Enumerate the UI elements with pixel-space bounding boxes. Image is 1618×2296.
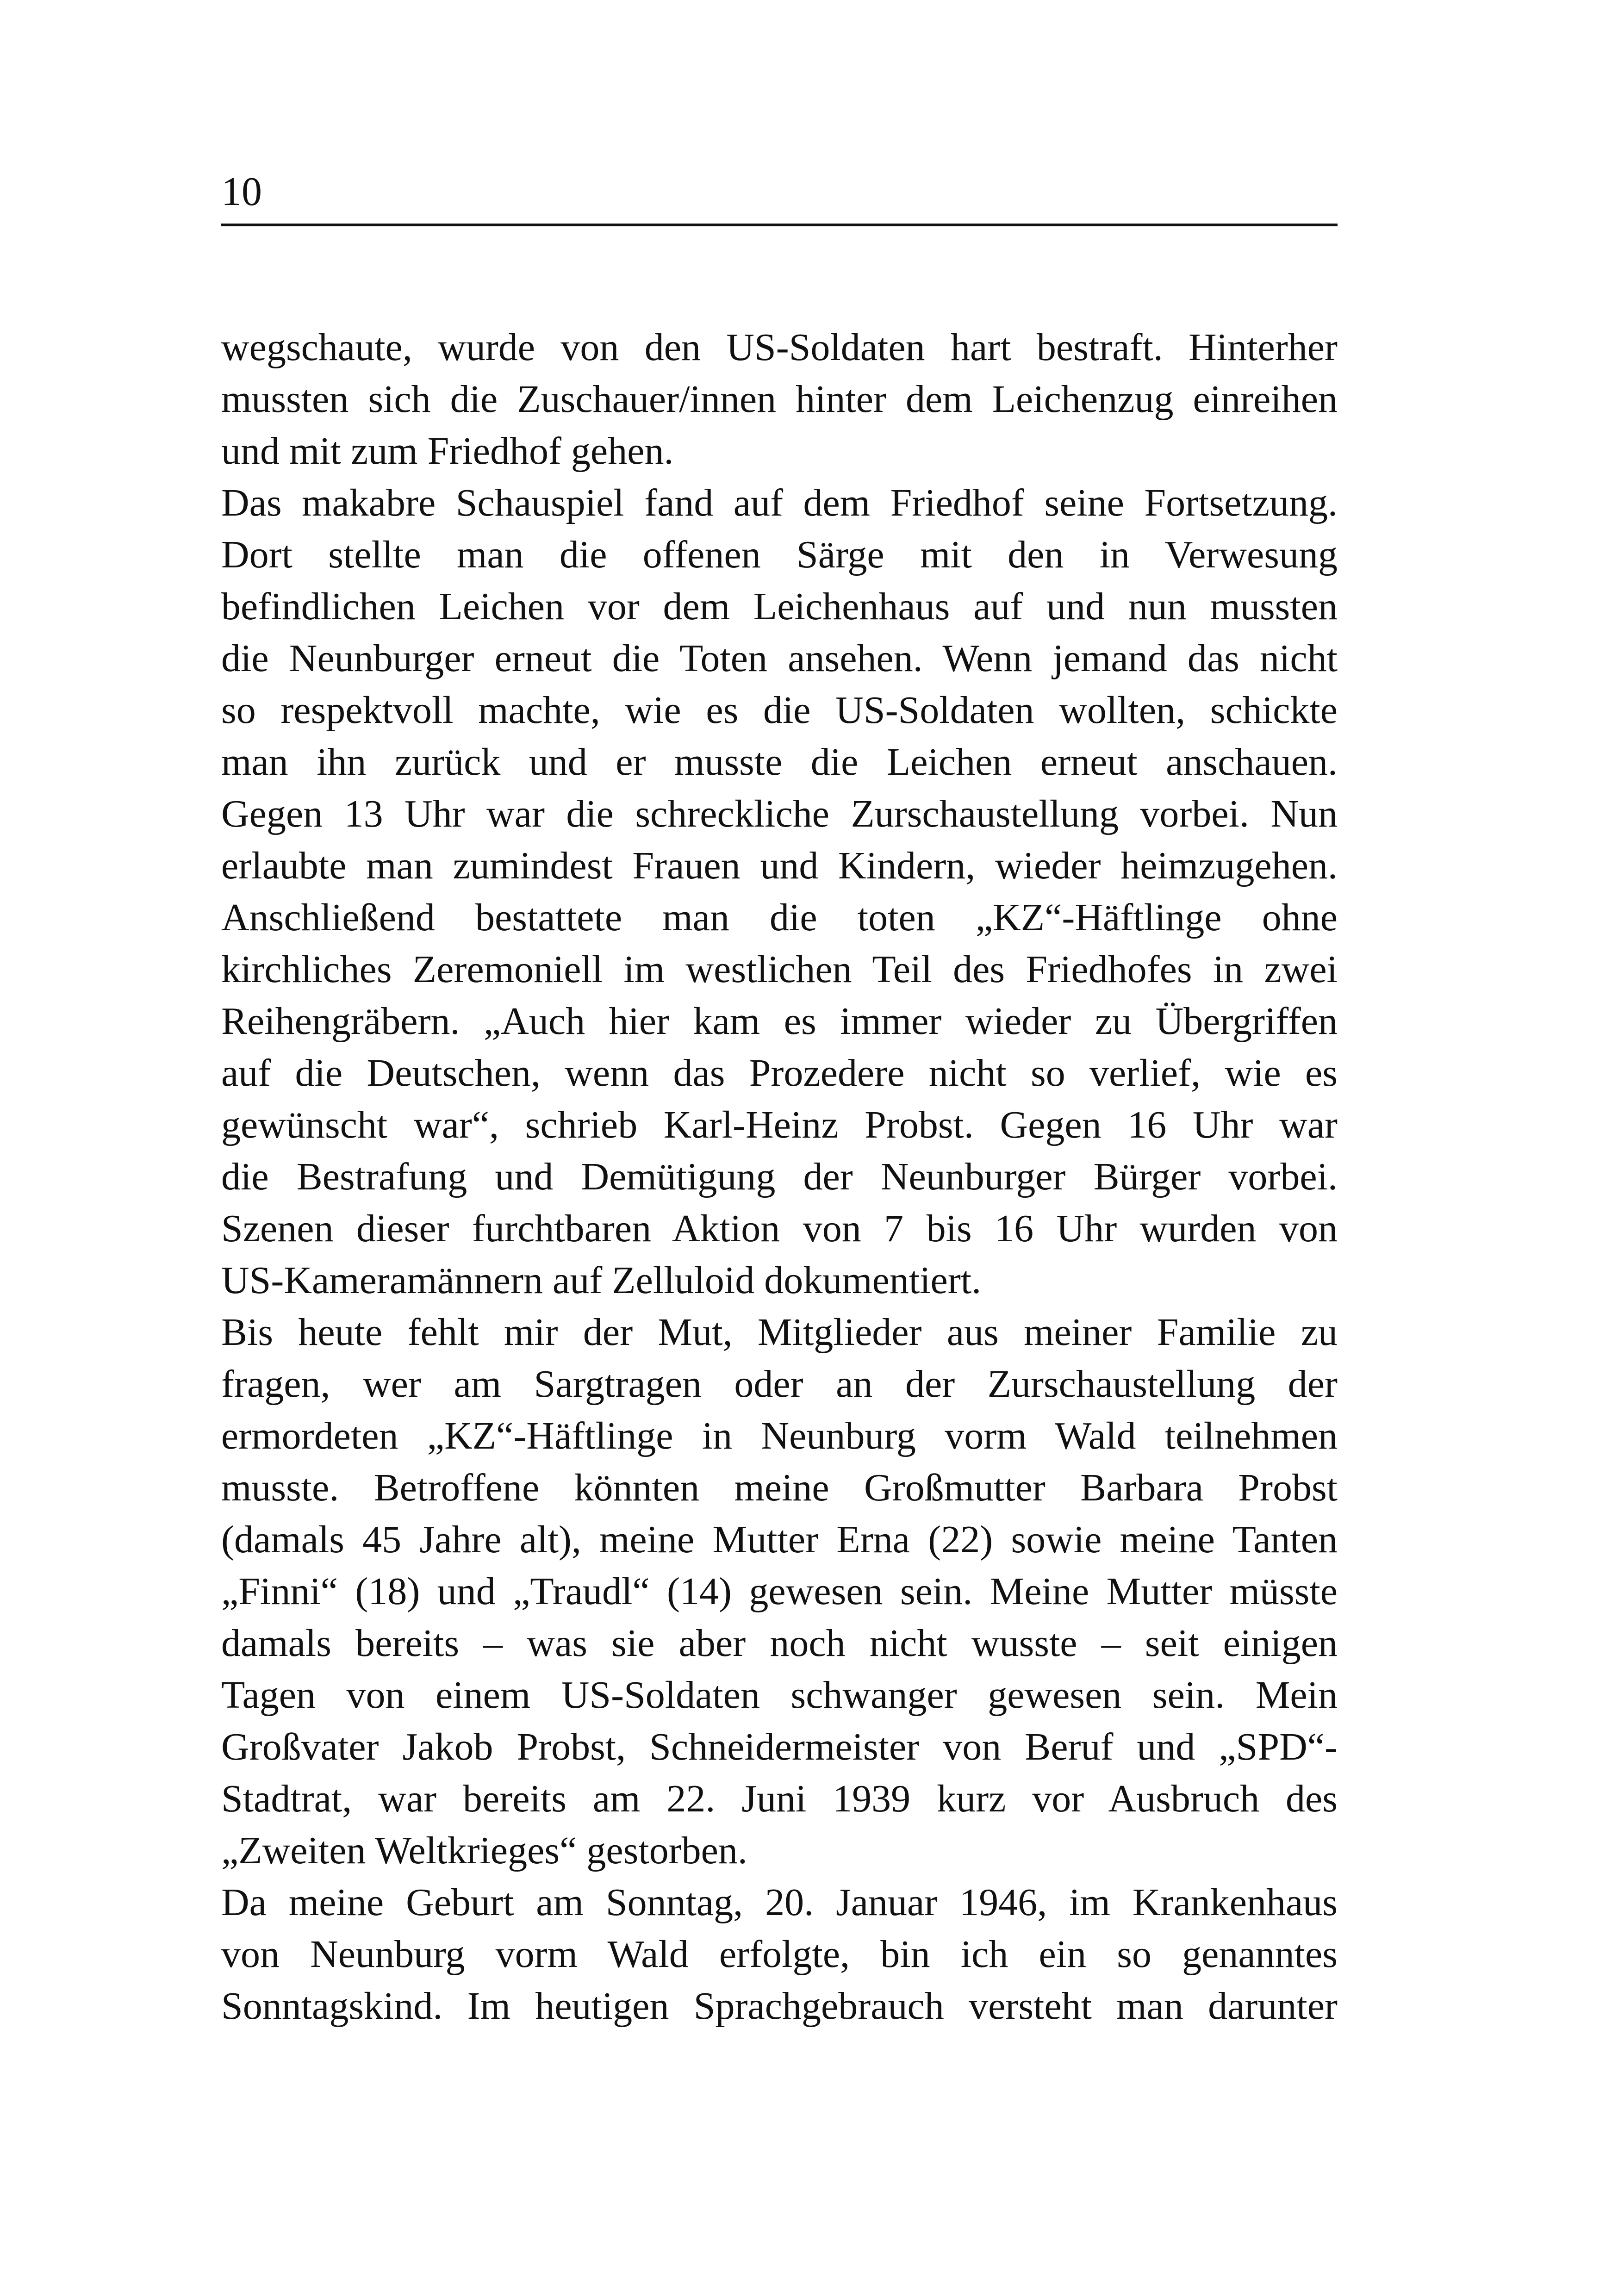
text-line: US-Kameramännern auf Zelluloid dokumentiert. [221, 1259, 982, 1302]
text-line: auf die Deutschen, wenn das Prozedere nicht so verlief, wie es [221, 1052, 1338, 1095]
text-line: man ihn zurück und er musste die Leichen erneut anschauen. [221, 740, 1338, 784]
text-line: mussten sich die Zuschauer/innen hinter dem Leichenzug einreihen [221, 378, 1338, 421]
text-line: (damals 45 Jahre alt), meine Mutter Erna (22) sowie meine Tanten [221, 1518, 1338, 1561]
text-line: Das makabre Schauspiel fand auf dem Friedhof seine Fortsetzung. [221, 481, 1338, 524]
text-line: Stadtrat, war bereits am 22. Juni 1939 kurz vor Ausbruch des [221, 1777, 1338, 1820]
text-line: musste. Betroffene könnten meine Großmutter Barbara Probst [221, 1466, 1338, 1509]
text-line: von Neunburg vorm Wald erfolgte, bin ich ein so genanntes [221, 1933, 1338, 1976]
text-line: so respektvoll machte, wie es die US-Soldaten wollten, schickte [221, 689, 1338, 732]
text-line: Reihengräbern. „Auch hier kam es immer wieder zu Übergriffen [221, 1000, 1338, 1043]
text-line: und mit zum Friedhof gehen. [221, 429, 674, 473]
text-line: Bis heute fehlt mir der Mut, Mitglieder aus meiner Familie zu [221, 1311, 1338, 1354]
text-line: damals bereits – was sie aber noch nicht wusste – seit einigen [221, 1622, 1338, 1665]
text-line: die Bestrafung und Demütigung der Neunburger Bürger vorbei. [221, 1155, 1338, 1198]
text-line: Da meine Geburt am Sonntag, 20. Januar 1946, im Krankenhaus [221, 1881, 1338, 1924]
text-line: Dort stellte man die offenen Särge mit den in Verwesung [221, 533, 1338, 576]
page-number: 10 [221, 169, 262, 214]
body-text [221, 322, 1338, 2032]
text-line: kirchliches Zeremoniell im westlichen Teil des Friedhofes in zwei [221, 948, 1338, 991]
text-line: erlaubte man zumindest Frauen und Kindern, wieder heimzugehen. [221, 844, 1338, 887]
text-line: fragen, wer am Sargtragen oder an der Zurschaustellung der [221, 1363, 1338, 1406]
text-line: die Neunburger erneut die Toten ansehen. Wenn jemand das nicht [221, 637, 1338, 680]
text-line: „Zweiten Weltkrieges“ gestorben. [221, 1829, 747, 1872]
text-line: Szenen dieser furchtbaren Aktion von 7 bis 16 Uhr wurden von [221, 1207, 1338, 1250]
text-line: Gegen 13 Uhr war die schreckliche Zurschaustellung vorbei. Nun [221, 792, 1338, 835]
text-line: gewünscht war“, schrieb Karl-Heinz Probst. Gegen 16 Uhr war [221, 1103, 1338, 1146]
text-line: befindlichen Leichen vor dem Leichenhaus auf und nun mussten [221, 585, 1338, 628]
text-line: wegschaute, wurde von den US-Soldaten hart bestraft. Hinterher [221, 326, 1338, 369]
text-line: Großvater Jakob Probst, Schneidermeister von Beruf und „SPD“- [221, 1725, 1338, 1768]
text-line: Anschließend bestattete man die toten „KZ“-Häftlinge ohne [221, 896, 1338, 939]
text-line: Tagen von einem US-Soldaten schwanger gewesen sein. Mein [221, 1674, 1338, 1717]
header-rule [221, 224, 1338, 226]
text-line: Sonntagskind. Im heutigen Sprachgebrauch versteht man darunter [221, 1985, 1338, 2028]
text-line: „Finni“ (18) und „Traudl“ (14) gewesen sein. Meine Mutter müsste [221, 1570, 1338, 1613]
text-line: ermordeten „KZ“-Häftlinge in Neunburg vorm Wald teilnehmen [221, 1414, 1338, 1457]
